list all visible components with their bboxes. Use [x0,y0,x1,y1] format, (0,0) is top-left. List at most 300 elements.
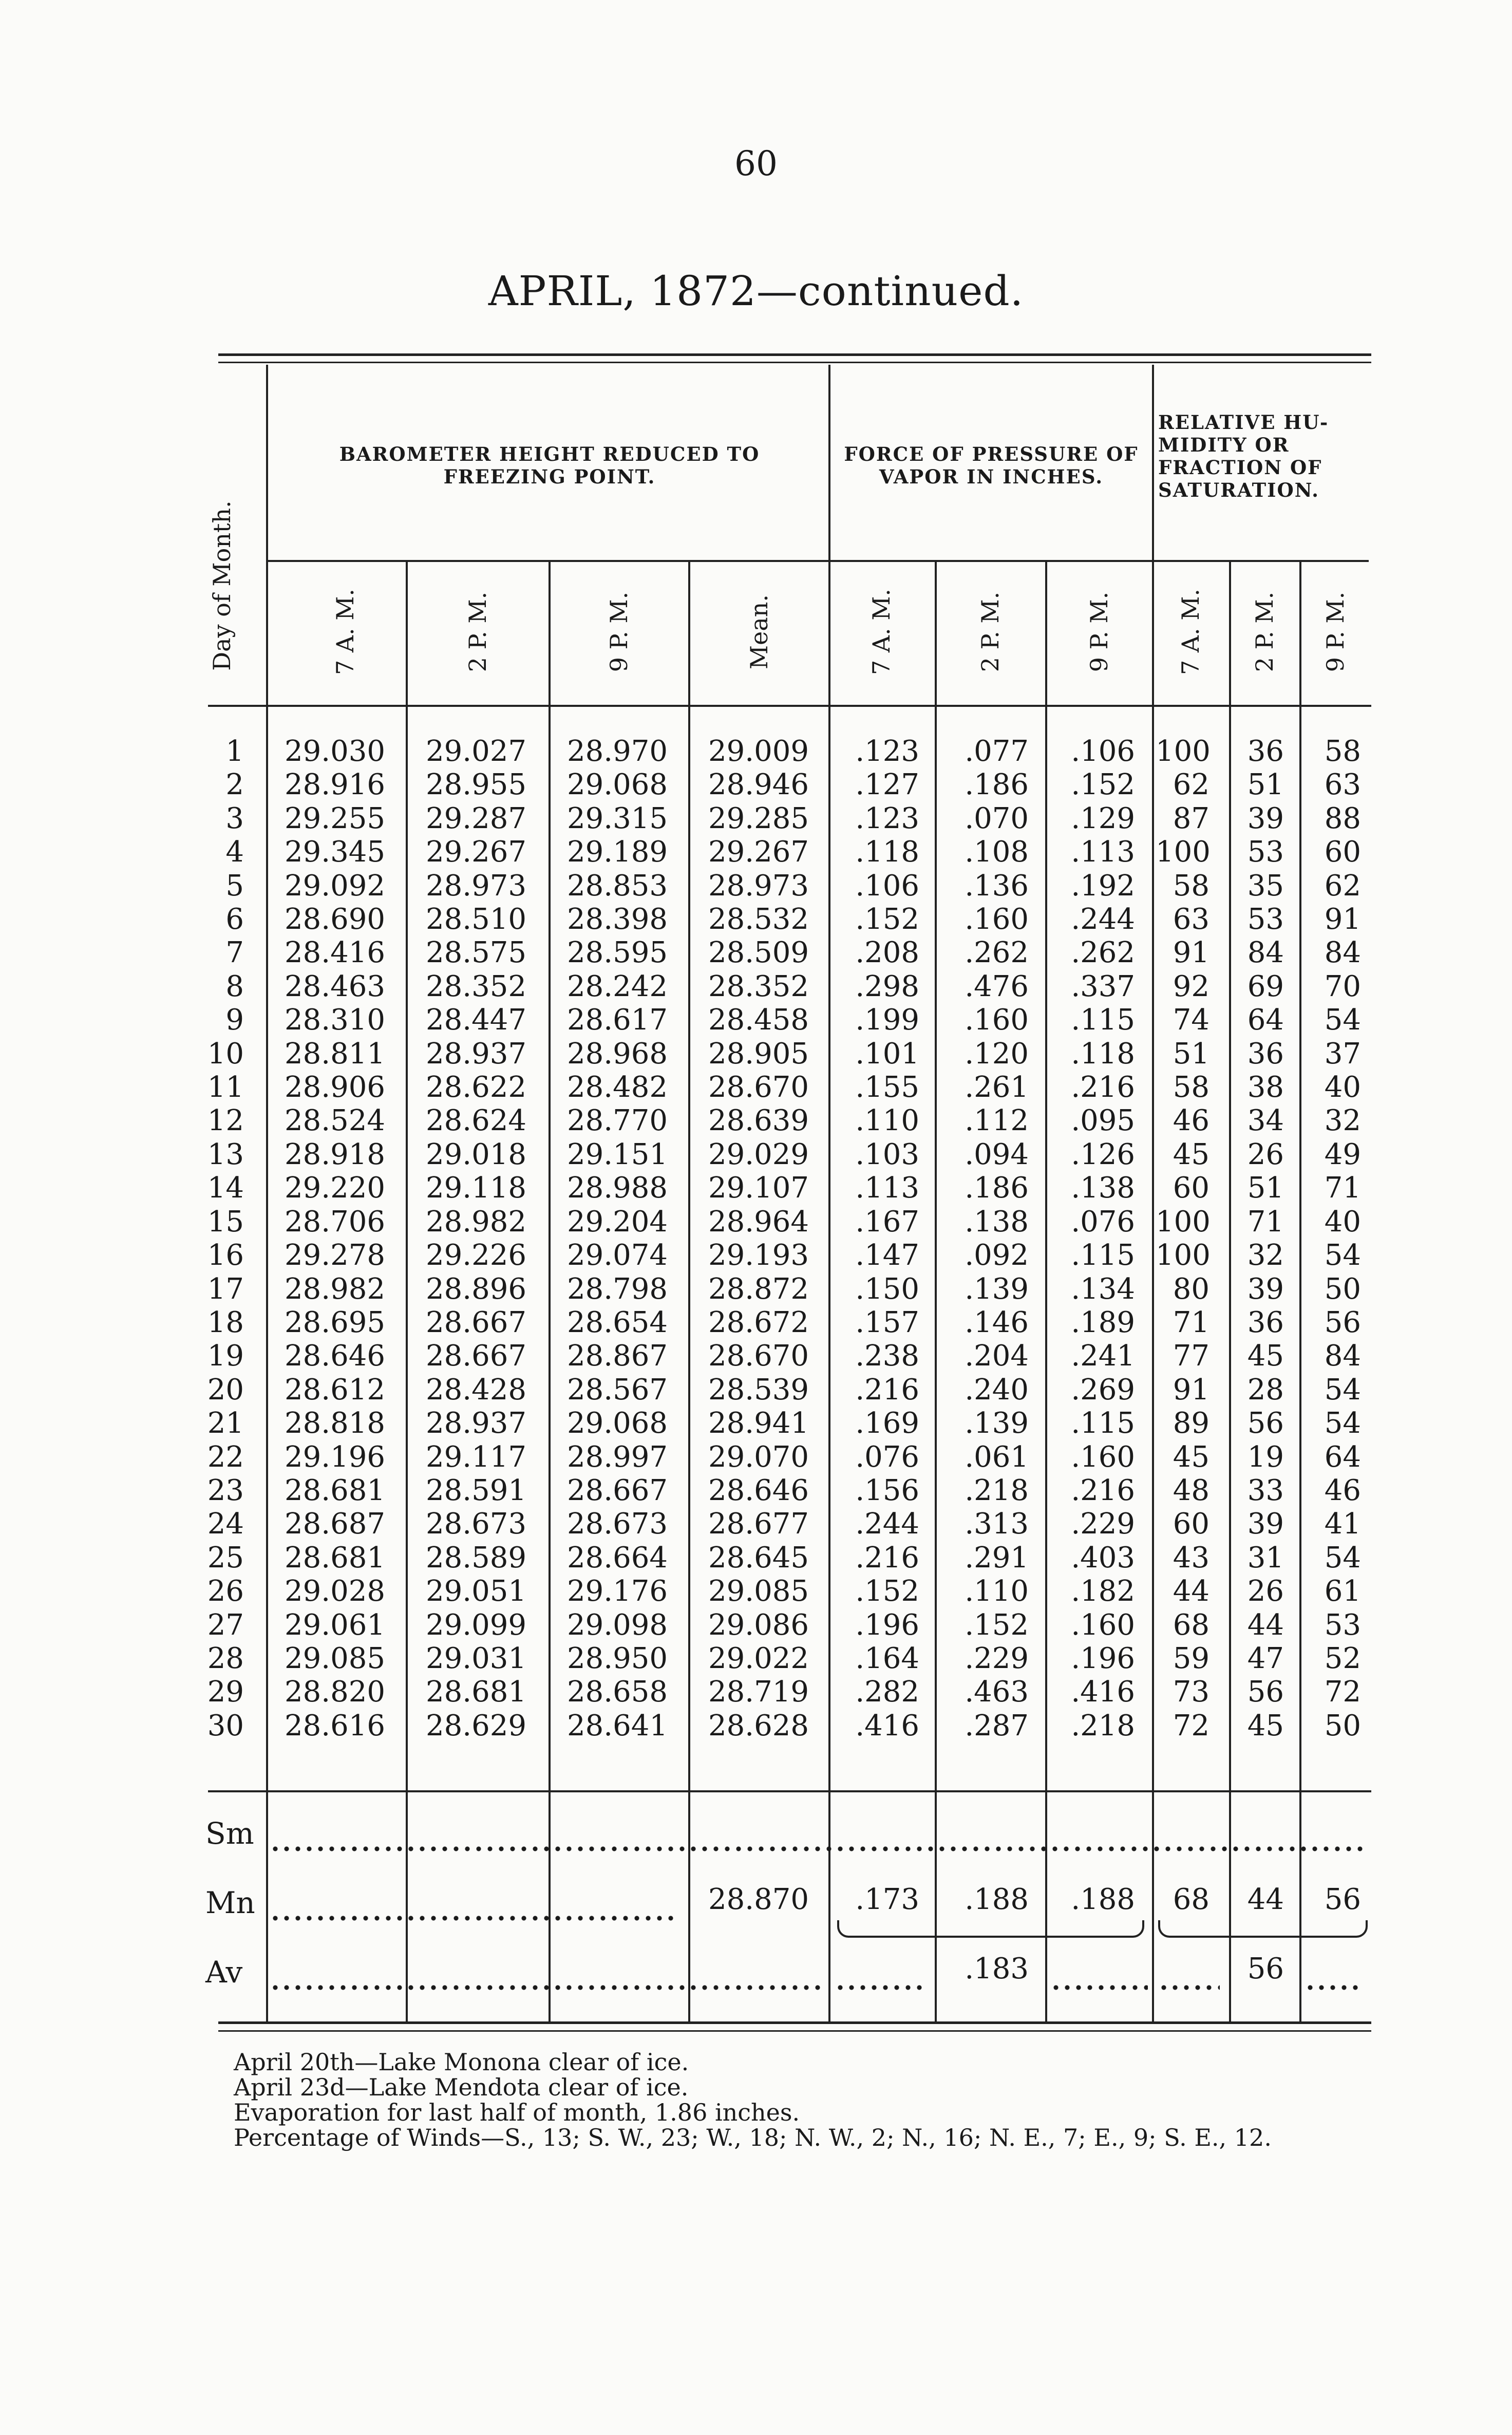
table-cell: 100 [1156,835,1211,869]
table-cell: 28.798 [567,1272,668,1306]
table-cell: 89 [1173,1407,1209,1440]
table-cell: .101 [855,1037,919,1071]
table-cell: 41 [1324,1507,1361,1541]
table-cell: 28.612 [285,1373,385,1407]
table-cell: .196 [1071,1641,1135,1675]
table-cell: 59 [1173,1641,1209,1675]
table-cell: 7 [225,936,244,970]
table-cell: 22 [207,1440,244,1474]
table-cell: .155 [855,1071,919,1104]
table-cell: 28.509 [708,936,809,970]
table-cell: 28.658 [567,1675,668,1709]
table-cell: 28.970 [567,735,668,768]
table-cell: 29.070 [708,1440,809,1474]
table-cell: .152 [1071,768,1135,802]
table-cell: 28.905 [708,1037,809,1071]
table-cell: 29.027 [426,735,526,768]
page-number: 60 [734,144,778,183]
table-cell: 46 [1324,1473,1361,1507]
table-cell: 29.193 [708,1239,809,1272]
table-cell: .463 [965,1675,1029,1709]
table-cell: 29.220 [285,1171,385,1205]
table-cell: 11 [207,1071,244,1104]
table-cell: .113 [855,1171,919,1205]
table-cell: .416 [855,1709,919,1743]
table-cell: 28.937 [426,1037,526,1071]
vapor-header-line [829,560,1153,562]
table-cell: .061 [965,1440,1029,1474]
table-cell: .313 [965,1507,1029,1541]
table-bottom-rule [218,2021,1371,2024]
table-cell: .150 [855,1272,919,1306]
humidity-header-line [1153,560,1369,562]
table-cell: 29.196 [285,1440,385,1474]
sum-row-label: Sm [205,1816,254,1851]
table-cell: 50 [1324,1709,1361,1743]
table-cell: 28.532 [708,903,809,936]
table-cell: 28.646 [285,1339,385,1373]
table-cell: .092 [965,1239,1029,1272]
table-cell: 29.085 [708,1575,809,1608]
mean-row-label: Mn [205,1885,255,1920]
col-divider [688,560,690,2021]
table-cell: 14 [207,1171,244,1205]
table-cell: 29.099 [426,1608,526,1642]
table-cell: 28.447 [426,1003,526,1037]
table-cell: .282 [855,1675,919,1709]
day-column [203,735,244,1743]
average-row-leader [1305,1960,1364,1991]
table-cell: 29.267 [708,835,809,869]
table-cell: 1 [225,735,244,768]
table-cell: 28.968 [567,1037,668,1071]
table-cell: .192 [1071,869,1135,903]
table-cell: .106 [1071,735,1135,768]
table-cell: 28.918 [285,1137,385,1171]
table-cell: 19 [207,1339,244,1373]
vapor-9pm-column [1050,735,1135,1743]
table-cell: 26 [1247,1137,1284,1171]
table-cell: 28.482 [567,1071,668,1104]
table-cell: 91 [1173,1373,1209,1407]
table-cell: .196 [855,1608,919,1642]
table-cell: 28.677 [708,1507,809,1541]
table-cell: 36 [1247,1037,1284,1071]
table-cell: 71 [1247,1205,1284,1239]
table-cell: .244 [1071,903,1135,936]
table-cell: 29.068 [567,768,668,802]
table-cell: 56 [1324,1305,1361,1339]
table-cell: 80 [1173,1272,1209,1306]
table-cell: 28.595 [567,936,668,970]
table-cell: 33 [1247,1473,1284,1507]
table-cell: 45 [1247,1339,1284,1373]
col-divider [1045,560,1047,2021]
table-cell: 30 [207,1709,244,1743]
table-cell: 46 [1173,1104,1209,1138]
vapor-9pm-header: 9 P. M. [1085,591,1113,672]
table-cell: 28.982 [426,1205,526,1239]
table-cell: 18 [207,1305,244,1339]
table-cell: 28.567 [567,1373,668,1407]
table-cell: 9 [225,1003,244,1037]
table-cell: 43 [1173,1541,1209,1575]
table-cell: 28.510 [426,903,526,936]
table-cell: .123 [855,735,919,768]
table-cell: 49 [1324,1137,1361,1171]
table-cell: 62 [1173,768,1209,802]
table-cell: .070 [965,801,1029,835]
table-cell: 28.695 [285,1305,385,1339]
table-cell: 54 [1324,1373,1361,1407]
table-cell: .262 [1071,936,1135,970]
table-cell: .152 [855,903,919,936]
table-cell: .108 [965,835,1029,869]
table-cell: .110 [855,1104,919,1138]
table-cell: 44 [1173,1575,1209,1608]
mean-row-leader [270,1890,675,1921]
table-cell: .126 [1071,1137,1135,1171]
average-row-leader [1158,1960,1220,1991]
table-cell: .416 [1071,1675,1135,1709]
table-cell: 28.654 [567,1305,668,1339]
vapor-2pm-header: 2 P. M. [976,591,1004,672]
table-cell: .134 [1071,1272,1135,1306]
table-cell: 28.672 [708,1305,809,1339]
table-cell: 28.629 [426,1709,526,1743]
barometer-2pm-column [411,735,526,1743]
table-cell: 28.667 [426,1339,526,1373]
table-cell: .115 [1071,1407,1135,1440]
table-cell: 4 [225,835,244,869]
barometer-7am-header: 7 A. M. [331,588,359,676]
table-cell: .094 [965,1137,1029,1171]
barometer-7am-column [272,735,385,1743]
table-cell: 28 [207,1641,244,1675]
table-cell: 60 [1324,835,1361,869]
col-divider [266,365,268,2021]
table-cell: 29.028 [285,1575,385,1608]
table-cell: 29.118 [426,1171,526,1205]
table-cell: .160 [965,1003,1029,1037]
table-cell: .138 [965,1205,1029,1239]
table-cell: 29.345 [285,835,385,869]
table-cell: 29.107 [708,1171,809,1205]
table-cell: 36 [1247,1305,1284,1339]
mean-barometer-value: 28.870 [708,1883,809,1916]
table-cell: 29.278 [285,1239,385,1272]
note-item: April 23d—Lake Mendota clear of ice. [234,2073,689,2101]
mean-vapor-7am: .173 [855,1883,919,1916]
col-divider [935,560,937,2021]
table-cell: .216 [855,1373,919,1407]
table-cell: 92 [1173,969,1209,1003]
table-cell: .164 [855,1641,919,1675]
table-cell: .186 [965,768,1029,802]
table-cell: 28.916 [285,768,385,802]
table-cell: 100 [1156,735,1211,768]
table-cell: .189 [1071,1305,1135,1339]
table-cell: 28.896 [426,1272,526,1306]
table-cell: 28.973 [426,869,526,903]
table-cell: 29.029 [708,1137,809,1171]
vapor-2pm-column [939,735,1029,1743]
table-cell: 28.681 [426,1675,526,1709]
table-cell: 84 [1247,936,1284,970]
table-cell: 44 [1247,1608,1284,1642]
table-cell: 28.667 [426,1305,526,1339]
table-cell: 28.641 [567,1709,668,1743]
vapor-7am-header: 7 A. M. [867,588,895,676]
table-cell: 45 [1247,1709,1284,1743]
table-cell: .138 [1071,1171,1135,1205]
table-cell: 72 [1324,1675,1361,1709]
table-cell: .147 [855,1239,919,1272]
table-cell: 28.242 [567,969,668,1003]
footnotes [203,2050,1384,2150]
table-cell: 28.690 [285,903,385,936]
table-cell: 29.009 [708,735,809,768]
barometer-9pm-column [552,735,668,1743]
table-cell: 28.681 [285,1473,385,1507]
table-cell: 28.589 [426,1541,526,1575]
table-cell: 29.051 [426,1575,526,1608]
table-cell: 10 [207,1037,244,1071]
barometer-9pm-header: 9 P. M. [605,591,633,672]
table-cell: 28.937 [426,1407,526,1440]
table-cell: 19 [1247,1440,1284,1474]
table-cell: 29.151 [567,1137,668,1171]
average-row-leader [270,1960,824,1991]
table-cell: 28.670 [708,1071,809,1104]
humidity-9pm-column [1305,735,1361,1743]
table-cell: 28.628 [708,1709,809,1743]
table-cell: 28.950 [567,1641,668,1675]
table-cell: .160 [965,903,1029,936]
table-cell: 28.811 [285,1037,385,1071]
table-cell: 54 [1324,1407,1361,1440]
table-top-rule [218,353,1371,356]
table-cell: .129 [1071,801,1135,835]
table-cell: 52 [1324,1641,1361,1675]
table-cell: 91 [1324,903,1361,936]
note-item: April 20th—Lake Monona clear of ice. [234,2048,689,2076]
table-cell: .110 [965,1575,1029,1608]
table-cell: 28.719 [708,1675,809,1709]
table-cell: 63 [1173,903,1209,936]
mean-vapor-2pm: .188 [965,1883,1029,1916]
table-cell: 28.988 [567,1171,668,1205]
table-cell: .103 [855,1137,919,1171]
table-cell: 31 [1247,1541,1284,1575]
table-cell: 34 [1247,1104,1284,1138]
average-vapor-value: .183 [965,1952,1029,1986]
table-cell: .204 [965,1339,1029,1373]
table-cell: 28.964 [708,1205,809,1239]
table-cell: .152 [855,1575,919,1608]
table-cell: 28.352 [426,969,526,1003]
table-cell: .115 [1071,1239,1135,1272]
table-cell: .152 [965,1608,1029,1642]
table-cell: 58 [1324,735,1361,768]
table-cell: 29.117 [426,1440,526,1474]
table-cell: .186 [965,1171,1029,1205]
table-cell: 28.853 [567,869,668,903]
table-cell: 28.616 [285,1709,385,1743]
table-cell: 60 [1173,1171,1209,1205]
table-cell: 84 [1324,1339,1361,1373]
table-cell: 47 [1247,1641,1284,1675]
table-cell: 54 [1324,1003,1361,1037]
table-cell: .241 [1071,1339,1135,1373]
table-cell: 88 [1324,801,1361,835]
table-cell: 26 [207,1575,244,1608]
table-cell: 61 [1324,1575,1361,1608]
mean-vapor-9pm: .188 [1071,1883,1135,1916]
table-cell: 28.941 [708,1407,809,1440]
table-cell: 54 [1324,1239,1361,1272]
average-row-label: Av [205,1955,243,1990]
table-cell: 29.226 [426,1239,526,1272]
table-cell: 71 [1173,1305,1209,1339]
table-cell: 28.524 [285,1104,385,1138]
vapor-7am-column [832,735,919,1743]
table-cell: 28.310 [285,1003,385,1037]
table-cell: .218 [1071,1709,1135,1743]
table-cell: 53 [1247,903,1284,936]
barometer-mean-header: Mean. [745,594,773,669]
table-cell: 39 [1247,1272,1284,1306]
table-cell: 51 [1247,768,1284,802]
col-divider [828,365,830,2021]
table-cell: 39 [1247,1507,1284,1541]
table-cell: .287 [965,1709,1029,1743]
table-cell: 60 [1173,1507,1209,1541]
table-cell: 5 [225,869,244,903]
col-divider [406,560,408,2021]
table-cell: 100 [1156,1239,1211,1272]
table-cell: 28.624 [426,1104,526,1138]
table-cell: 8 [225,969,244,1003]
table-cell: 28.687 [285,1507,385,1541]
column-header-line [208,705,1371,707]
mean-humidity-2pm: 44 [1247,1883,1284,1916]
table-cell: 69 [1247,969,1284,1003]
table-cell: 28.906 [285,1071,385,1104]
table-cell: 39 [1247,801,1284,835]
table-cell: 28.645 [708,1541,809,1575]
humidity-2pm-column [1233,735,1284,1743]
table-cell: 28.673 [567,1507,668,1541]
table-cell: .115 [1071,1003,1135,1037]
table-cell: 26 [1247,1575,1284,1608]
table-cell: 28.681 [285,1541,385,1575]
table-cell: 53 [1324,1608,1361,1642]
table-cell: 2 [225,768,244,802]
summary-top-line [208,1790,1371,1792]
table-cell: 54 [1324,1541,1361,1575]
table-cell: 58 [1173,1071,1209,1104]
table-cell: .139 [965,1272,1029,1306]
table-cell: 58 [1173,869,1209,903]
page-title: APRIL, 1872—continued. [488,267,1024,315]
table-cell: .199 [855,1003,919,1037]
table-cell: 6 [225,903,244,936]
table-cell: .229 [965,1641,1029,1675]
table-cell: 100 [1156,1205,1211,1239]
table-cell: 73 [1173,1675,1209,1709]
table-cell: 53 [1247,835,1284,869]
table-cell: 29.098 [567,1608,668,1642]
table-cell: .156 [855,1473,919,1507]
table-cell: .160 [1071,1440,1135,1474]
table-cell: 40 [1324,1205,1361,1239]
table-cell: .120 [965,1037,1029,1071]
col-divider [1229,560,1231,2021]
table-cell: 25 [207,1541,244,1575]
table-cell: 15 [207,1205,244,1239]
table-cell: 13 [207,1137,244,1171]
table-cell: 12 [207,1104,244,1138]
table-cell: .476 [965,969,1029,1003]
table-cell: 27 [207,1608,244,1642]
table-cell: .077 [965,735,1029,768]
table-cell: 16 [207,1239,244,1272]
table-cell: 45 [1173,1137,1209,1171]
table-cell: 28.667 [567,1473,668,1507]
table-cell: 28.982 [285,1272,385,1306]
table-cell: 77 [1173,1339,1209,1373]
table-bottom-rule-thin [218,2030,1371,2032]
table-cell: 28.946 [708,768,809,802]
table-cell: 28.416 [285,936,385,970]
vapor-group-header: FORCE OF PRESSURE OF VAPOR IN INCHES. [844,443,1139,488]
table-cell: 28.622 [426,1071,526,1104]
table-cell: 32 [1247,1239,1284,1272]
table-cell: 29.086 [708,1608,809,1642]
table-cell: .216 [855,1541,919,1575]
table-cell: 29.085 [285,1641,385,1675]
table-cell: 29.031 [426,1641,526,1675]
humidity-brace [1158,1920,1368,1938]
table-cell: 28.673 [426,1507,526,1541]
table-cell: 72 [1173,1709,1209,1743]
table-cell: 40 [1324,1071,1361,1104]
table-cell: .240 [965,1373,1029,1407]
note-item: Evaporation for last half of month, 1.86 inches. [234,2099,800,2126]
table-cell: 28.955 [426,768,526,802]
table-cell: .106 [855,869,919,903]
table-cell: 28.872 [708,1272,809,1306]
table-cell: .182 [1071,1575,1135,1608]
table-cell: 28.575 [426,936,526,970]
table-cell: 62 [1324,869,1361,903]
table-cell: .298 [855,969,919,1003]
table-top-rule-thin [218,362,1371,363]
table-cell: 28.428 [426,1373,526,1407]
table-cell: 84 [1324,936,1361,970]
table-cell: 29.255 [285,801,385,835]
table-cell: 71 [1324,1171,1361,1205]
table-cell: .167 [855,1205,919,1239]
table-cell: 70 [1324,969,1361,1003]
table-cell: 28.770 [567,1104,668,1138]
table-cell: 38 [1247,1071,1284,1104]
table-cell: 29.285 [708,801,809,835]
table-cell: 29.018 [426,1137,526,1171]
average-row-leader [835,1960,927,1991]
table-cell: 29.030 [285,735,385,768]
